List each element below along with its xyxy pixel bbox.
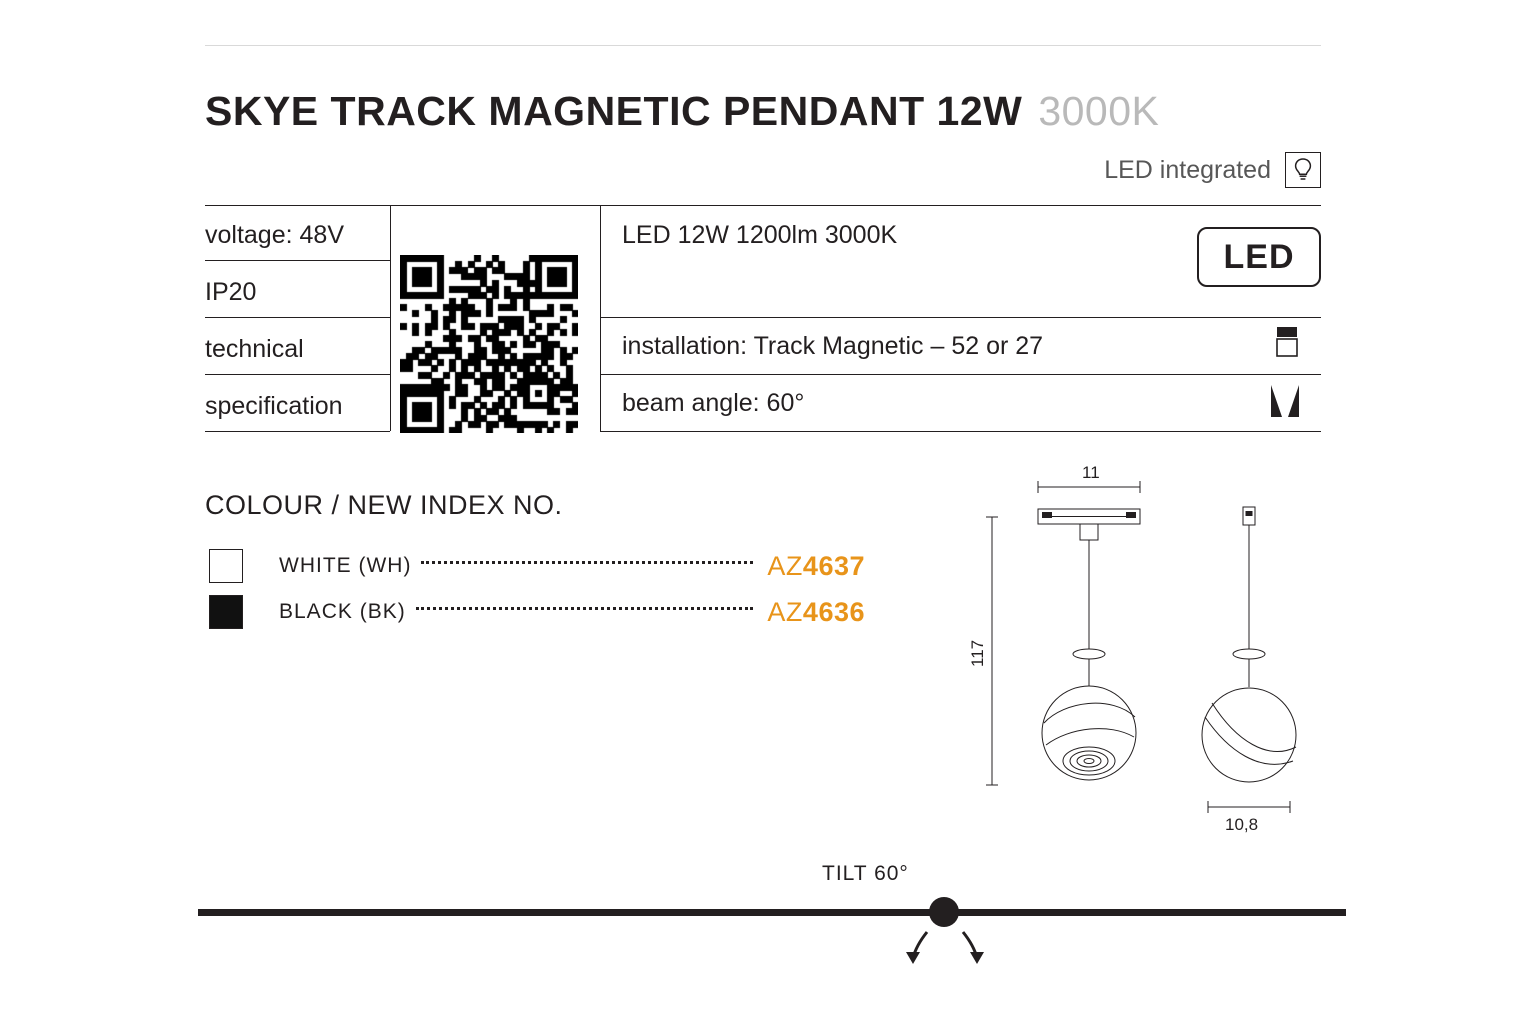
leader-dots xyxy=(416,606,754,610)
index-prefix-white: AZ xyxy=(767,550,803,581)
qr-code xyxy=(400,255,578,433)
page-title xyxy=(205,88,1325,135)
led-integrated-label: LED integrated xyxy=(1104,155,1271,184)
colour-name-black: BLACK (BK) xyxy=(279,600,406,623)
table-rule-right-2 xyxy=(600,374,1321,375)
technical-drawing xyxy=(960,455,1360,855)
track-mount-icon xyxy=(1269,325,1305,359)
drawing-svg xyxy=(960,455,1360,855)
top-divider xyxy=(205,45,1321,46)
table-rule-left-3 xyxy=(205,374,390,375)
table-rule-left-1 xyxy=(205,260,390,261)
spec-installation: installation: Track Magnetic – 52 or 27 xyxy=(622,332,1044,360)
table-rule-top xyxy=(205,205,1321,206)
tilt-track-bar xyxy=(198,909,1346,916)
colour-option-white[interactable] xyxy=(205,543,865,589)
beam-angle-icon xyxy=(1265,383,1305,419)
dimension-height-label: 117 xyxy=(968,639,987,667)
table-rule-vertical-left xyxy=(390,205,391,431)
spec-ip-rating: IP20 xyxy=(205,278,257,306)
colour-index-section xyxy=(205,490,865,635)
tilt-label: TILT 60° xyxy=(822,862,909,885)
tilt-knob xyxy=(929,897,959,927)
dimension-depth-label: 10,8 xyxy=(1225,815,1259,834)
spec-beam-angle: beam angle: 60° xyxy=(622,389,805,417)
tilt-arrows-icon xyxy=(895,928,995,970)
colour-option-black[interactable] xyxy=(205,589,865,635)
index-digits-white: 4637 xyxy=(802,550,865,581)
spec-led-output: LED 12W 1200lm 3000K xyxy=(622,221,898,249)
spec-technical-label: technical xyxy=(205,335,304,363)
index-number-white xyxy=(767,551,865,582)
spec-specification-label: specification xyxy=(205,392,343,420)
dimension-width-label: 11 xyxy=(1082,463,1100,482)
swatch-black-icon xyxy=(209,595,243,629)
table-rule-right-1 xyxy=(600,317,1321,318)
product-title: SKYE TRACK MAGNETIC PENDANT 12W xyxy=(205,88,1023,134)
spec-voltage: voltage: 48V xyxy=(205,221,344,249)
table-rule-left-4 xyxy=(205,431,390,432)
led-badge: LED xyxy=(1197,227,1321,287)
index-number-black xyxy=(767,597,865,628)
tilt-diagram xyxy=(0,862,1540,982)
index-prefix-black: AZ xyxy=(767,596,803,627)
colour-temperature: 3000K xyxy=(1038,88,1160,134)
led-integrated-row xyxy=(1104,152,1321,188)
index-digits-black: 4636 xyxy=(802,596,865,627)
colour-name-white: WHITE (WH) xyxy=(279,554,412,577)
leader-dots xyxy=(421,560,753,564)
table-rule-vertical-mid xyxy=(600,205,601,431)
colour-section-heading: COLOUR / NEW INDEX NO. xyxy=(205,490,563,520)
bulb-icon xyxy=(1285,152,1321,188)
table-rule-left-2 xyxy=(205,317,390,318)
table-rule-right-3 xyxy=(600,431,1321,432)
specification-table xyxy=(205,205,1321,433)
swatch-white-icon xyxy=(209,549,243,583)
